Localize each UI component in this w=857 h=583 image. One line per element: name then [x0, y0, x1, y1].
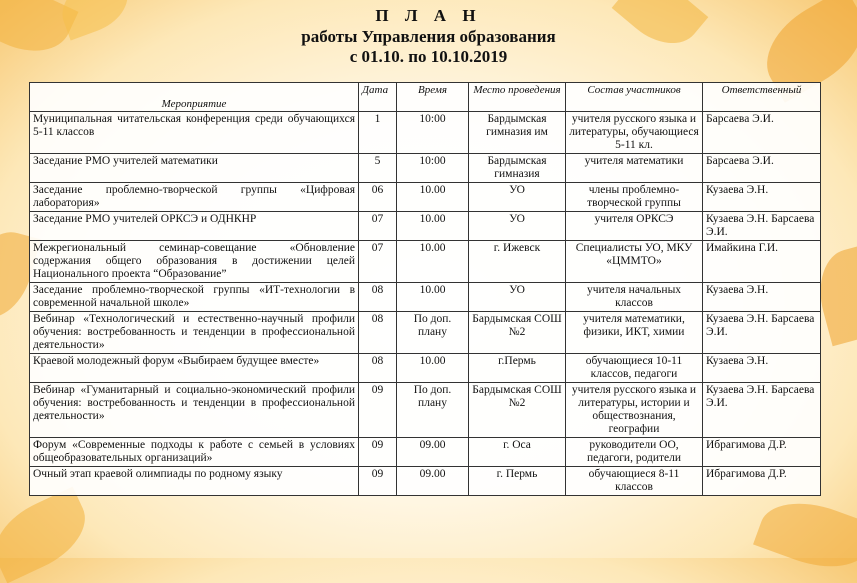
time-cell: 10.00 — [397, 212, 469, 241]
time-cell: По доп. плану — [397, 312, 469, 354]
responsible-cell: Кузаева Э.Н. Барсаева Э.И. — [703, 383, 821, 438]
table-row — [30, 112, 821, 154]
table-row — [30, 312, 821, 354]
document-header — [0, 6, 857, 67]
responsible-cell: Имайкина Г.И. — [703, 241, 821, 283]
table-row — [30, 241, 821, 283]
date-cell: 09 — [359, 438, 397, 467]
time-cell: 10.00 — [397, 183, 469, 212]
event-cell: Очный этап краевой олимпиады по родному языку — [30, 467, 359, 496]
date-cell: 06 — [359, 183, 397, 212]
event-cell: Форум «Современные подходы к работе с семьей в условиях общеобразовательных организаций» — [30, 438, 359, 467]
event-cell: Заседание РМО учителей ОРКСЭ и ОДНКНР — [30, 212, 359, 241]
event-cell: Муниципальная читательская конференция среди обучающихся 5-11 классов — [30, 112, 359, 154]
participants-cell: члены проблемно-творческой группы — [566, 183, 703, 212]
event-cell: Заседание проблемно-творческой группы «Цифровая лаборатория» — [30, 183, 359, 212]
responsible-cell: Кузаева Э.Н. Барсаева Э.И. — [703, 312, 821, 354]
responsible-cell: Барсаева Э.И. — [703, 154, 821, 183]
time-cell: 09.00 — [397, 467, 469, 496]
column-header-place: Место проведения — [469, 83, 566, 112]
event-cell: Межрегиональный семинар-совещание «Обновление содержания общего образования в достижении целей Национального проекта “Образование” — [30, 241, 359, 283]
time-cell: 09.00 — [397, 438, 469, 467]
participants-cell: учителя математики — [566, 154, 703, 183]
date-cell: 07 — [359, 212, 397, 241]
participants-cell: учителя русского языка и литературы, истории и обществознания, географии — [566, 383, 703, 438]
place-cell: УО — [469, 212, 566, 241]
table-header-row — [30, 83, 821, 112]
place-cell: г.Пермь — [469, 354, 566, 383]
participants-cell: учителя русского языка и литературы, обучающиеся 5-11 кл. — [566, 112, 703, 154]
place-cell: г. Пермь — [469, 467, 566, 496]
place-cell: Бардымская СОШ №2 — [469, 312, 566, 354]
table-row — [30, 383, 821, 438]
column-header-participants: Состав участников — [566, 83, 703, 112]
place-cell: УО — [469, 183, 566, 212]
column-header-time: Время — [397, 83, 469, 112]
event-cell: Заседание проблемно-творческой группы «ИТ-технологии в современной начальной школе» — [30, 283, 359, 312]
event-cell: Краевой молодежный форум «Выбираем будущее вместе» — [30, 354, 359, 383]
table-row — [30, 212, 821, 241]
table-row — [30, 354, 821, 383]
plan-period: с 01.10. по 10.10.2019 — [349, 47, 508, 66]
place-cell: Бардымская СОШ №2 — [469, 383, 566, 438]
responsible-cell: Кузаева Э.Н. — [703, 283, 821, 312]
table-row — [30, 467, 821, 496]
participants-cell: обучающиеся 8-11 классов — [566, 467, 703, 496]
time-cell: 10.00 — [397, 354, 469, 383]
time-cell: 10.00 — [397, 283, 469, 312]
date-cell: 08 — [359, 354, 397, 383]
column-header-date: Дата — [359, 83, 397, 112]
date-cell: 1 — [359, 112, 397, 154]
time-cell: 10.00 — [397, 241, 469, 283]
plan-title: П Л А Н — [375, 6, 482, 25]
table-row — [30, 283, 821, 312]
date-cell: 09 — [359, 383, 397, 438]
column-header-event: Мероприятие — [30, 83, 359, 112]
participants-cell: учителя математики, физики, ИКТ, химии — [566, 312, 703, 354]
responsible-cell: Кузаева Э.Н. Барсаева Э.И. — [703, 212, 821, 241]
table-row — [30, 183, 821, 212]
time-cell: По доп. плану — [397, 383, 469, 438]
responsible-cell: Кузаева Э.Н. — [703, 183, 821, 212]
decor-leaf — [753, 488, 857, 582]
participants-cell: Специалисты УО, МКУ «ЦММТО» — [566, 241, 703, 283]
responsible-cell: Кузаева Э.Н. — [703, 354, 821, 383]
responsible-cell: Барсаева Э.И. — [703, 112, 821, 154]
plan-subtitle: работы Управления образования — [301, 27, 556, 46]
place-cell: г. Оса — [469, 438, 566, 467]
table-row — [30, 154, 821, 183]
participants-cell: руководители ОО, педагоги, родители — [566, 438, 703, 467]
column-header-responsible: Ответственный — [703, 83, 821, 112]
event-cell: Вебинар «Гуманитарный и социально-экономический профили обучения: востребованность и тенденции в профессиональной деятельности» — [30, 383, 359, 438]
place-cell: Бардымская гимназия — [469, 154, 566, 183]
date-cell: 08 — [359, 283, 397, 312]
participants-cell: учителя начальных классов — [566, 283, 703, 312]
time-cell: 10:00 — [397, 112, 469, 154]
place-cell: г. Ижевск — [469, 241, 566, 283]
date-cell: 07 — [359, 241, 397, 283]
participants-cell: обучающиеся 10-11 классов, педагоги — [566, 354, 703, 383]
date-cell: 09 — [359, 467, 397, 496]
date-cell: 5 — [359, 154, 397, 183]
decor-leaf — [0, 487, 98, 583]
event-cell: Вебинар «Технологический и естественно-научный профили обучения: востребованность и тенденции в профессиональной деятельности» — [30, 312, 359, 354]
participants-cell: учителя ОРКСЭ — [566, 212, 703, 241]
table-row — [30, 438, 821, 467]
date-cell: 08 — [359, 312, 397, 354]
plan-table — [29, 82, 821, 496]
place-cell: Бардымская гимназия им — [469, 112, 566, 154]
event-cell: Заседание РМО учителей математики — [30, 154, 359, 183]
responsible-cell: Ибрагимова Д.Р. — [703, 438, 821, 467]
place-cell: УО — [469, 283, 566, 312]
responsible-cell: Ибрагимова Д.Р. — [703, 467, 821, 496]
time-cell: 10:00 — [397, 154, 469, 183]
